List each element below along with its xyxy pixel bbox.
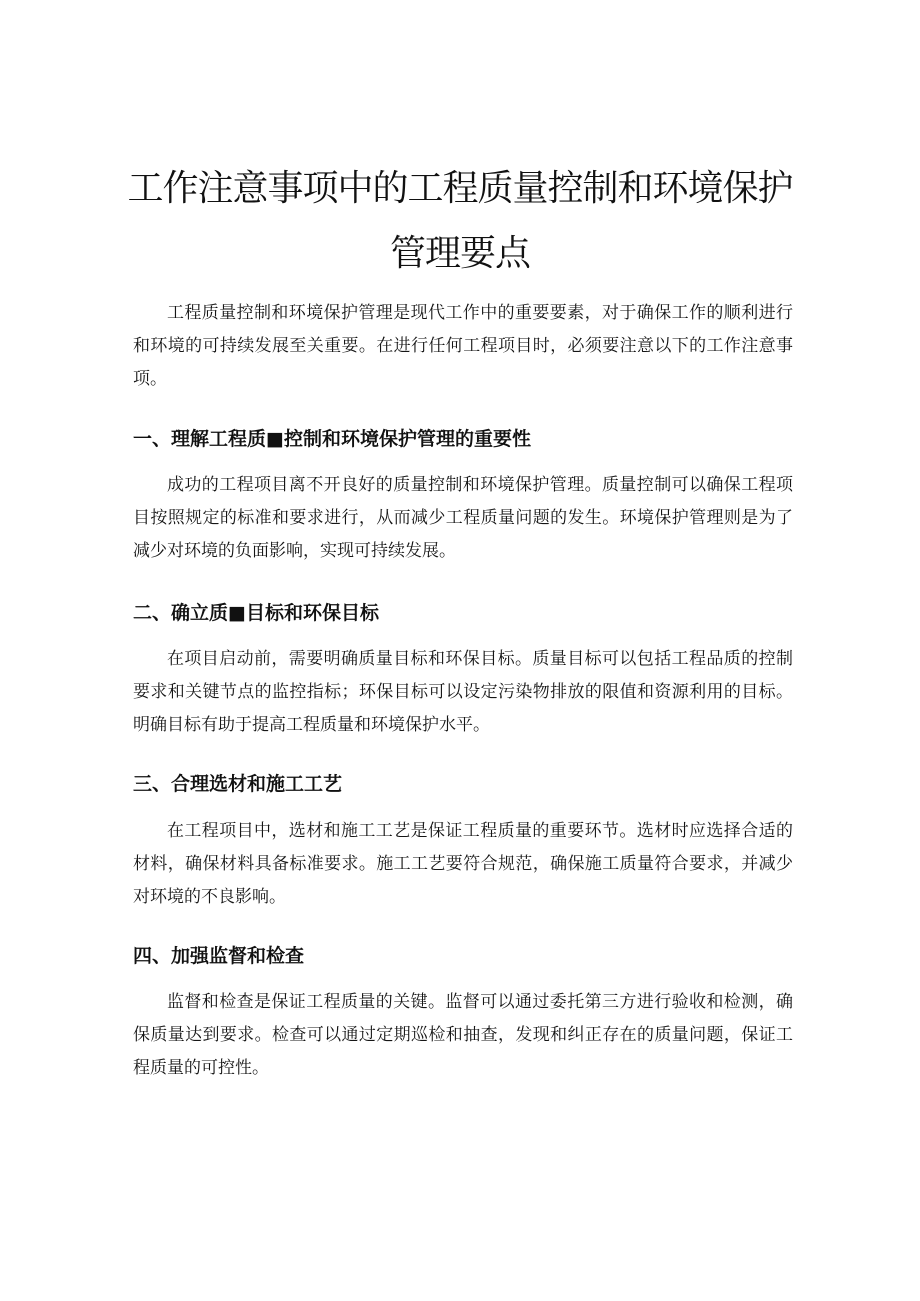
document-title-line-1: 工作注意事项中的工程质量控制和环境保护	[127, 168, 793, 209]
section-body-3: 在工程项目中，选材和施工工艺是保证工程质量的重要环节。选材时应选择合适的材料，确保材料具备标准要求。施工工艺要符合规范，确保施工质量符合要求，并减少对环境的不良影响。	[133, 821, 793, 907]
document-title-line-2: 管理要点	[389, 233, 530, 274]
intro-paragraph: 工程质量控制和环境保护管理是现代工作中的重要要素，对于确保工作的顺利进行和环境的可持续发展至关重要。在进行任何工程项目时，必须要注意以下的工作注意事项。	[133, 303, 793, 389]
section-body-1: 成功的工程项目离不开良好的质量控制和环境保护管理。质量控制可以确保工程项目按照规定的标准和要求进行，从而减少工程质量问题的发生。环境保护管理则是为了减少对环境的负面影响，实现可持续发展。	[133, 475, 793, 561]
section-body-4: 监督和检查是保证工程质量的关键。监督可以通过委托第三方进行验收和检测，确保质量达到要求。检查可以通过定期巡检和抽查，发现和纠正存在的质量问题，保证工程质量的可控性。	[133, 992, 793, 1078]
section-heading-3: 三、合理选材和施工工艺	[133, 773, 343, 795]
section-heading-2: 二、确立质■目标和环保目标	[133, 602, 379, 624]
section-body-2: 在项目启动前，需要明确质量目标和环保目标。质量目标可以包括工程品质的控制要求和关键节点的监控指标；环保目标可以设定污染物排放的限值和资源利用的目标。明确目标有助于提高工程质量和环境保护水平。	[133, 649, 793, 735]
section-heading-1: 一、理解工程质■控制和环境保护管理的重要性	[133, 428, 531, 450]
section-heading-4: 四、加强监督和检查	[133, 945, 305, 967]
